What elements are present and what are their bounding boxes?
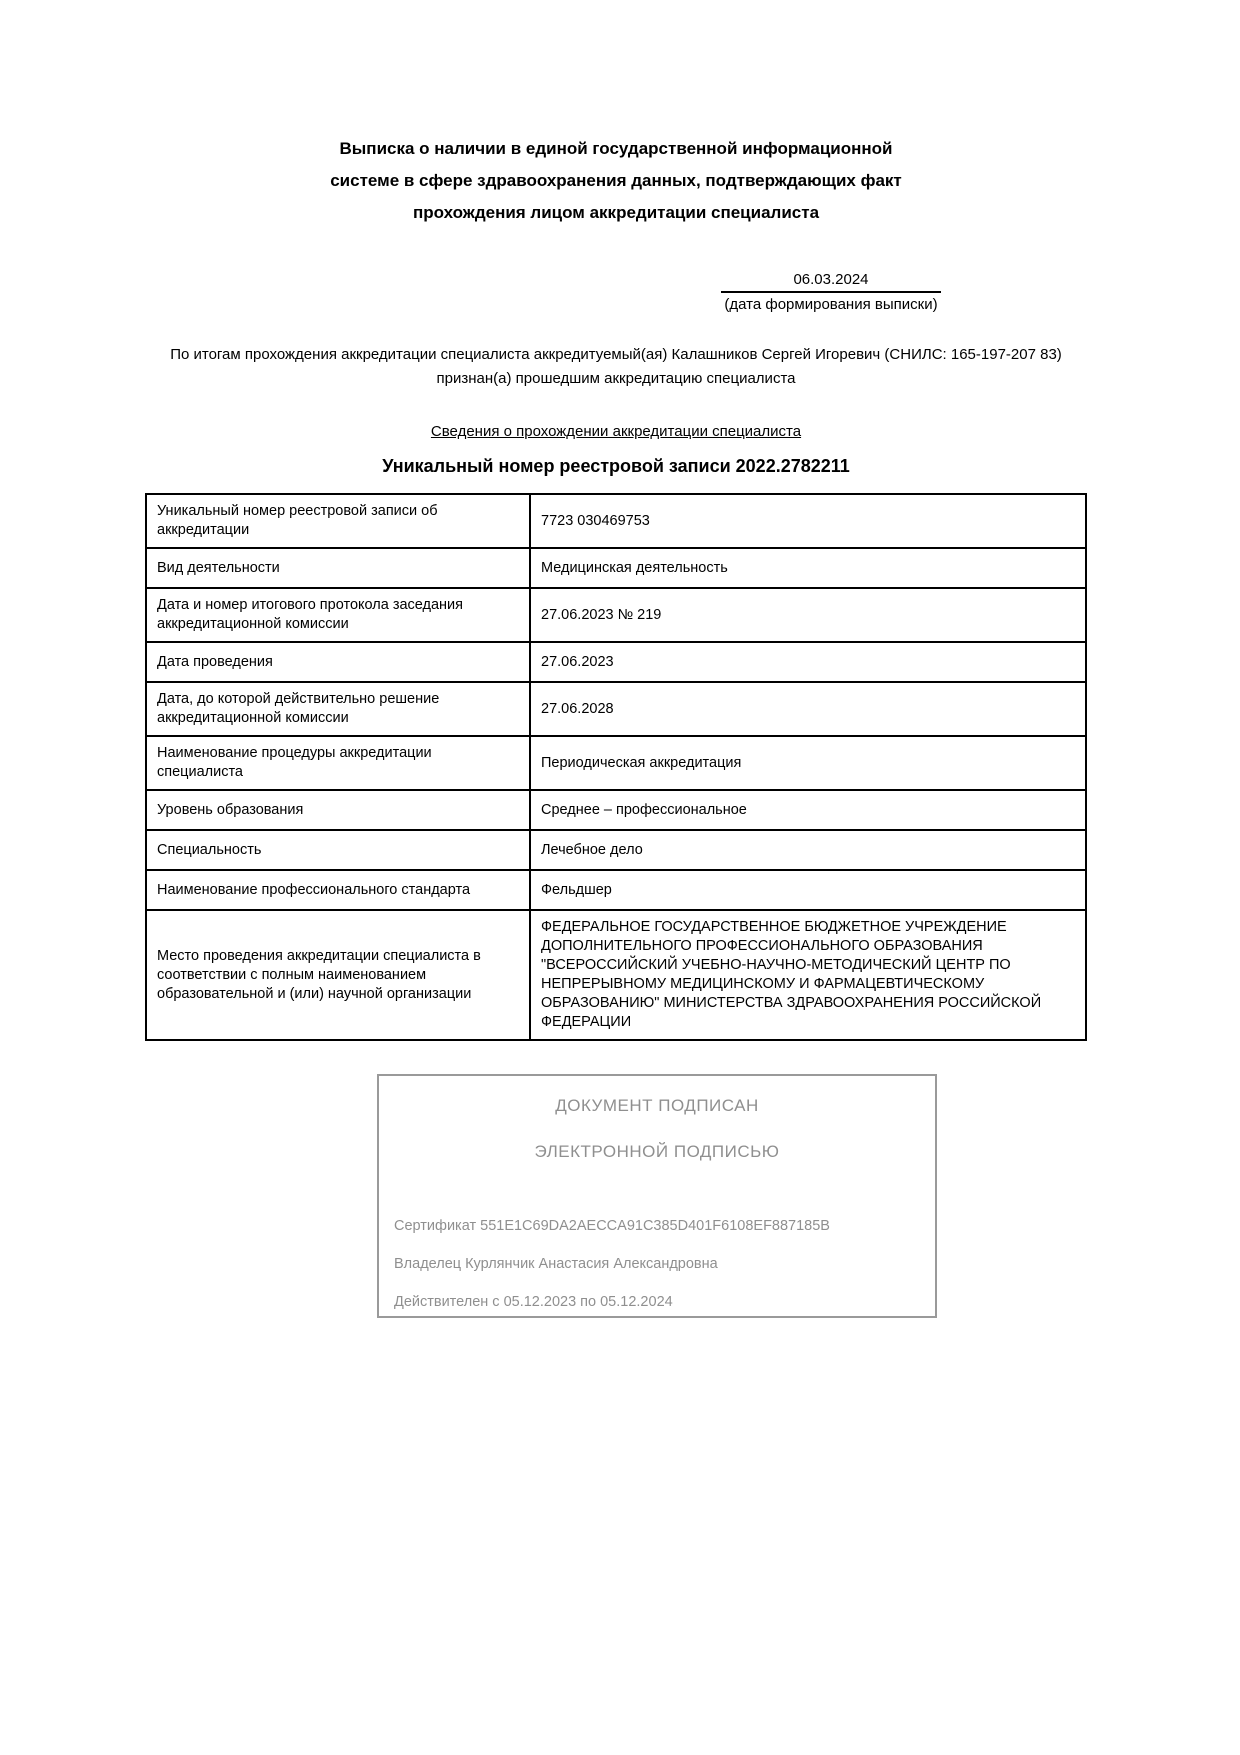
- row-label: Вид деятельности: [146, 548, 530, 588]
- row-label: Уровень образования: [146, 790, 530, 830]
- registry-number-heading: Уникальный номер реестровой записи 2022.2782211: [382, 456, 850, 476]
- title-line-2: системе в сфере здравоохранения данных, подтверждающих факт: [330, 171, 902, 190]
- row-value: 7723 030469753: [530, 494, 1086, 548]
- row-value: Фельдшер: [530, 870, 1086, 910]
- electronic-signature-box: [377, 1074, 937, 1318]
- row-label: Дата проведения: [146, 642, 530, 682]
- table-row: [146, 548, 1086, 588]
- row-value: Среднее – профессиональное: [530, 790, 1086, 830]
- formation-date-block: [721, 271, 941, 313]
- section-heading: Сведения о прохождении аккредитации специалиста: [430, 423, 802, 440]
- row-label: Дата и номер итогового протокола заседания аккредитационной комиссии: [146, 588, 530, 642]
- row-label: Уникальный номер реестровой записи об аккредитации: [146, 494, 530, 548]
- table-row: [146, 494, 1086, 548]
- row-value: 27.06.2023 № 219: [530, 588, 1086, 642]
- title-line-3: прохождения лицом аккредитации специалиста: [412, 203, 820, 222]
- signature-title-line-2: ЭЛЕКТРОННОЙ ПОДПИСЬЮ: [534, 1142, 780, 1161]
- intro-paragraph: [105, 343, 1127, 391]
- row-label: Наименование процедуры аккредитации специалиста: [146, 736, 530, 790]
- intro-line-2: признан(а) прошедшим аккредитацию специалиста: [436, 370, 796, 387]
- signature-title-line-1: ДОКУМЕНТ ПОДПИСАН: [555, 1096, 759, 1115]
- row-label: Место проведения аккредитации специалиста в соответствии с полным наименованием образовательной и (или) научной организации: [146, 910, 530, 1040]
- document-content: [145, 0, 1087, 1318]
- document-title: [145, 133, 1087, 229]
- row-value: Периодическая аккредитация: [530, 736, 1086, 790]
- table-row: [146, 870, 1086, 910]
- row-value: 27.06.2028: [530, 682, 1086, 736]
- table-row: [146, 790, 1086, 830]
- row-value: ФЕДЕРАЛЬНОЕ ГОСУДАРСТВЕННОЕ БЮДЖЕТНОЕ УЧРЕЖДЕНИЕ ДОПОЛНИТЕЛЬНОГО ПРОФЕССИОНАЛЬНОГО ОБРАЗОВАНИЯ "ВСЕРОССИЙСКИЙ УЧЕБНО-НАУЧНО-МЕТОДИЧЕСКИЙ ЦЕНТР ПО НЕПРЕРЫВНОМУ МЕДИЦИНСКОМУ И ФАРМАЦЕВТИЧЕСКОМУ ОБРАЗОВАНИЮ" МИНИСТЕРСТВА ЗДРАВООХРАНЕНИЯ РОССИЙСКОЙ ФЕДЕРАЦИИ: [530, 910, 1086, 1040]
- table-row: [146, 682, 1086, 736]
- row-label: Специальность: [146, 830, 530, 870]
- signature-certificate: Сертификат 551E1C69DA2AECCA91C385D401F6108EF887185B: [394, 1218, 830, 1234]
- row-value: 27.06.2023: [530, 642, 1086, 682]
- table-row: [146, 910, 1086, 1040]
- formation-date-caption: (дата формирования выписки): [724, 296, 938, 313]
- table-row: [146, 830, 1086, 870]
- table-row: [146, 588, 1086, 642]
- row-value: Лечебное дело: [530, 830, 1086, 870]
- row-label: Дата, до которой действительно решение аккредитационной комиссии: [146, 682, 530, 736]
- row-label: Наименование профессионального стандарта: [146, 870, 530, 910]
- row-value: Медицинская деятельность: [530, 548, 1086, 588]
- title-line-1: Выписка о наличии в единой государственной информационной: [339, 139, 893, 158]
- table-row: [146, 736, 1086, 790]
- intro-line-1: По итогам прохождения аккредитации специалиста аккредитуемый(ая) Калашников Сергей Игоревич (СНИЛС: 165-197-207 83): [170, 346, 1062, 363]
- table-row: [146, 642, 1086, 682]
- accreditation-table: [145, 493, 1087, 1041]
- signature-validity: Действителен с 05.12.2023 по 05.12.2024: [394, 1294, 673, 1310]
- signature-owner: Владелец Курлянчик Анастасия Александровна: [394, 1256, 718, 1272]
- formation-date: 06.03.2024: [721, 271, 941, 293]
